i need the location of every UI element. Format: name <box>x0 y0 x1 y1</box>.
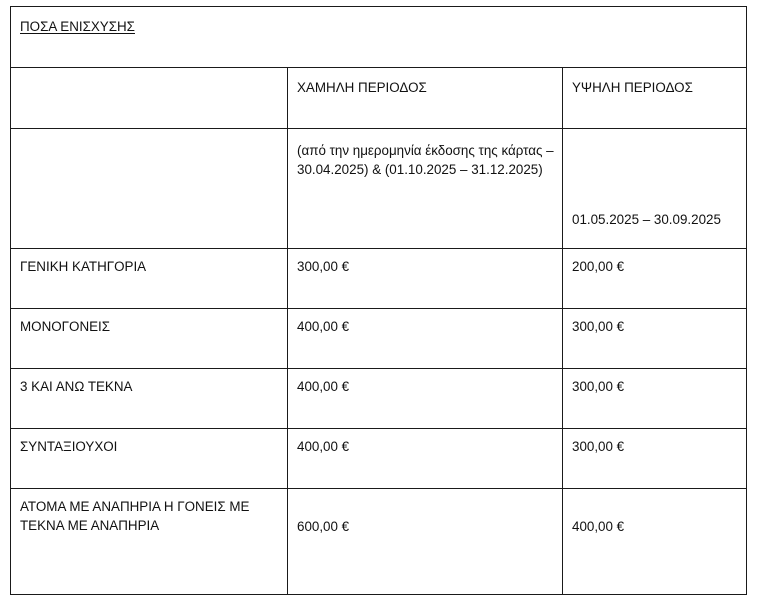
low-amount-cell: 300,00 € <box>288 249 563 309</box>
category-cell: ΜΟΝΟΓΟΝΕΙΣ <box>11 309 288 369</box>
header-empty-cell <box>11 68 288 129</box>
table-row <box>11 369 747 429</box>
low-amount-cell: 400,00 € <box>288 369 563 429</box>
low-period-dates: (από την ημερομηνία έκδοσης της κάρτας – 30.04.2025) & (01.10.2025 – 31.12.2025) <box>288 129 563 249</box>
low-amount-cell: 400,00 € <box>288 309 563 369</box>
table-row <box>11 249 747 309</box>
header-low-period: ΧΑΜΗΛΗ ΠΕΡΙΟΔΟΣ <box>288 68 563 129</box>
high-amount-cell: 300,00 € <box>563 369 747 429</box>
high-period-dates: 01.05.2025 – 30.09.2025 <box>563 129 747 249</box>
category-cell: ΣΥΝΤΑΞΙΟΥΧΟΙ <box>11 429 288 489</box>
table-title-row <box>11 7 747 68</box>
high-amount-cell: 300,00 € <box>563 429 747 489</box>
table-header-row <box>11 68 747 129</box>
table-title-cell <box>11 7 747 68</box>
low-amount-cell: 600,00 € <box>288 489 563 595</box>
support-amounts-table <box>10 6 747 595</box>
table-row <box>11 489 747 595</box>
low-amount-cell: 400,00 € <box>288 429 563 489</box>
category-cell: 3 ΚΑΙ ΑΝΩ ΤΕΚΝΑ <box>11 369 288 429</box>
table-row <box>11 309 747 369</box>
category-cell: ΓΕΝΙΚΗ ΚΑΤΗΓΟΡΙΑ <box>11 249 288 309</box>
period-dates-empty-cell <box>11 129 288 249</box>
high-amount-cell: 300,00 € <box>563 309 747 369</box>
high-amount-cell: 200,00 € <box>563 249 747 309</box>
table-row <box>11 429 747 489</box>
period-dates-row <box>11 129 747 249</box>
table-title: ΠΟΣΑ ΕΝΙΣΧΥΣΗΣ <box>20 19 135 34</box>
category-cell: ΑΤΟΜΑ ΜΕ ΑΝΑΠΗΡΙΑ Η ΓΟΝΕΙΣ ΜΕ ΤΕΚΝΑ ΜΕ ΑΝΑΠΗΡΙΑ <box>11 489 288 595</box>
high-amount-cell: 400,00 € <box>563 489 747 595</box>
header-high-period: ΥΨΗΛΗ ΠΕΡΙΟΔΟΣ <box>563 68 747 129</box>
